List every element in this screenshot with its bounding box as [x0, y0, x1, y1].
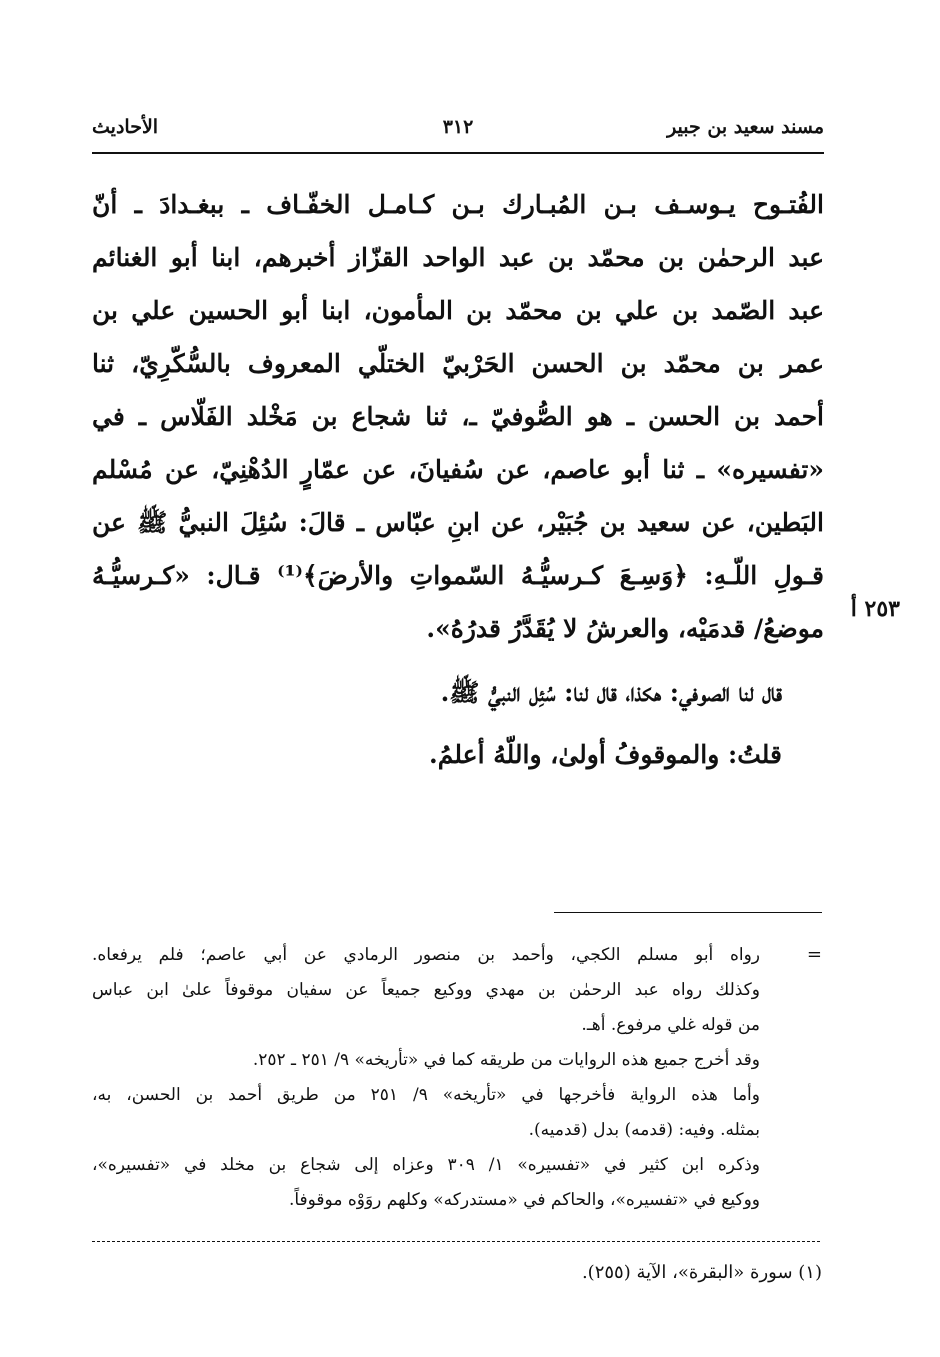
header-section-title: الأحاديث — [92, 116, 159, 138]
manuscript-folio-reference: ٢٥٣ أ — [850, 596, 900, 622]
page-number: ٣١٢ — [442, 116, 474, 138]
text-line: أحمد بن الحسن ـ هو الصُّوفيّ ـ، ثنا شجاع بن مَخْلد الفَلّاس ـ في — [92, 402, 824, 431]
footnote-1: (١) سورة «البقرة»، الآية (٢٥٥). — [581, 1262, 822, 1283]
text-line: موضعُ/ قدمَيْه، والعرشُ لا يُقَدَّرُ قدرُهُ». — [426, 614, 824, 643]
header-book-title: مسند سعيد بن جبير — [667, 116, 824, 138]
footnote-line: وذكره ابن كثير في «تفسيره» ١/ ٣٠٩ وعزاه إلى شجاع بن مخلد في «تفسيره»، — [92, 1155, 760, 1175]
comment-line: قلتُ: والموقوفُ أولىٰ، واللّهُ أعلمُ. — [429, 740, 782, 769]
footnote-line: ووكيع في «تفسيره»، والحاكم في «مستدركه» وكلهم روَوْه موقوفاً. — [288, 1190, 760, 1210]
footnotes — [92, 938, 760, 1218]
text-line: عبد الصّمد بن علي بن محمّد بن المأمون، ابنا أبو الحسين علي بن — [92, 296, 824, 325]
hadith-text — [92, 178, 824, 655]
footnote-separator — [554, 912, 822, 913]
footnote-line: وكذلك رواه عبد الرحمٰن بن مهدي ووكيع جميعاً عن سفيان موقوفاً علىٰ ابن عباس — [92, 980, 760, 1000]
footnote-line: بمثله. وفيه: (قدمه) بدل (قدميه). — [528, 1120, 760, 1140]
text-line: «تفسيره» ـ ثنا أبو عاصم، عن سُفيانَ، عن عمّارٍ الدُهْنِيّ، عن مُسْلم — [92, 455, 824, 484]
text-line: عبد الرحمٰن بن محمّد بن عبد الواحد القزّاز أخبرهم، ابنا أبو الغنائم — [92, 243, 824, 272]
running-head — [92, 112, 824, 154]
text-line: قـولِ اللّـهِ: ﴿وَسِـعَ كـرسيُّـهُ السّمواتِ والأرضَ﴾⁽¹⁾ قـال: «كـرسيُّـهُ — [92, 561, 824, 590]
footnote-dashed-separator — [92, 1241, 820, 1242]
footnote-line: وأما هذه الرواية فأخرجها في «تأريخه» ٩/ ٢٥١ من طريق أحمد بن الحسن، به، — [92, 1085, 760, 1105]
comment-line: قال لنا الصوفي: هكذا، قال لنا: سُئِل النبيُّ ﷺ. — [440, 678, 782, 707]
footnote-line: رواه أبو مسلم الكجي، وأحمد بن منصور الرمادي عن أبي عاصم؛ فلم يرفعاه. — [92, 945, 760, 965]
author-comments — [92, 668, 782, 792]
text-line: البَطين، عن سعيد بن جُبَيْر، عن ابنِ عبّاس ـ قالَ: سُئِلَ النبيُّ ﷺ عن — [92, 508, 824, 537]
footnote-continuation-marker: = — [806, 944, 822, 965]
footnote-line: من قوله غلي مرفوع. أهـ. — [581, 1015, 760, 1035]
text-line: عمر بن محمّد بن الحسن الحَرْبيّ الختلّي المعروف بالسُّكّرِيّ، ثنا — [92, 349, 824, 378]
footnote-line: وقد أخرج جميع هذه الروايات من طريقه كما في «تأريخه» ٩/ ٢٥١ ـ ٢٥٢. — [252, 1050, 760, 1070]
text-line: الفُتـوح يـوسـف بـن المُبـارك بـن كـامـل الخفّـاف ـ ببغـدادَ ـ أنّ — [92, 190, 824, 219]
